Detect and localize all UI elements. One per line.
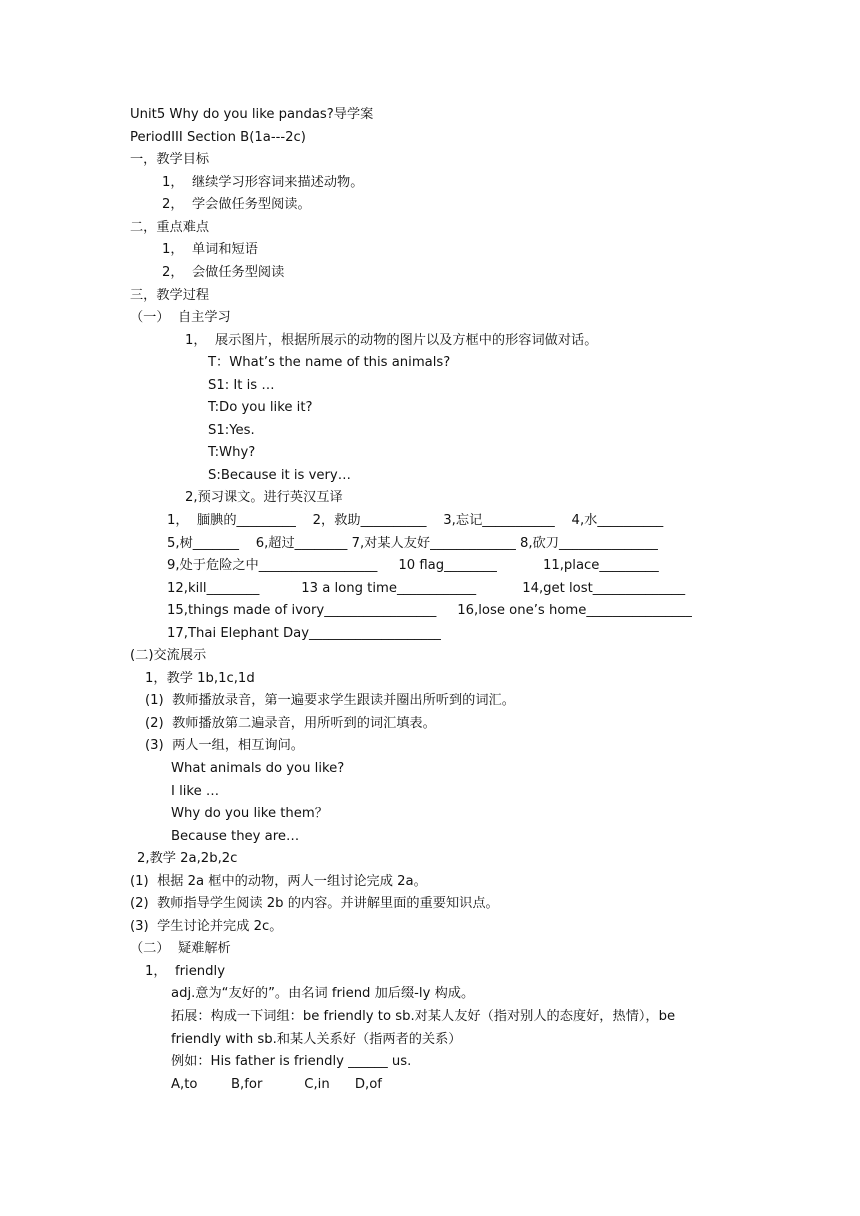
analysis-heading: （二） 疑难解析 bbox=[130, 941, 231, 956]
teach1-item: (3) 两人一组，相互询问。 bbox=[145, 738, 304, 753]
teach2-item: (2) 教师指导学生阅读 2b 的内容。并讲解里面的重要知识点。 bbox=[130, 896, 499, 911]
teach2-item: (1) 根据 2a 框中的动物，两人一组讨论完成 2a。 bbox=[130, 874, 427, 889]
translate-row: 15,things made of ivory_________________ 16,lose one’s home________________ bbox=[167, 603, 692, 618]
dialog-line: S1:Yes. bbox=[208, 423, 255, 438]
period-line: PeriodIII Section B(1a---2c) bbox=[130, 130, 306, 145]
translate-row: 5,树_______ 6,超过________ 7,对某人友好_____________ 8,砍刀_______________ bbox=[167, 536, 658, 551]
doc-title: Unit5 Why do you like pandas?导学案 bbox=[130, 107, 374, 122]
dialog-line: T:Do you like it? bbox=[208, 400, 313, 415]
goal-item: 1， 继续学习形容词来描述动物。 bbox=[162, 175, 364, 190]
answer-options: A,to B,for C,in D,of bbox=[171, 1077, 382, 1092]
dialog-line: S:Because it is very… bbox=[208, 468, 351, 483]
teach2-item: (3) 学生讨论并完成 2c。 bbox=[130, 919, 283, 934]
teach1-line: 1，教学 1b,1c,1d bbox=[145, 671, 255, 686]
analysis-line: 例如：His father is friendly ______ us. bbox=[171, 1054, 412, 1069]
analysis-line: friendly with sb.和某人关系好（指两者的关系） bbox=[171, 1032, 462, 1047]
dialog-line: T：What’s the name of this animals? bbox=[208, 355, 451, 370]
translate-row: 1， 腼腆的_________ 2，救助__________ 3,忘记___________ 4,水__________ bbox=[167, 513, 664, 528]
analysis-line: adj.意为“友好的”。由名词 friend 加后缀-ly 构成。 bbox=[171, 986, 475, 1001]
teach2-line: 2,教学 2a,2b,2c bbox=[137, 851, 238, 866]
goal-item: 2， 学会做任务型阅读。 bbox=[162, 197, 311, 212]
exchange-heading: (二)交流展示 bbox=[130, 648, 207, 663]
keypoint-item: 2， 会做任务型阅读 bbox=[162, 265, 285, 280]
pair-dialog-line: I like … bbox=[171, 784, 220, 799]
process-heading: 三，教学过程 bbox=[130, 288, 210, 303]
self-study-heading: （一） 自主学习 bbox=[130, 310, 231, 325]
dialog-line: S1: It is … bbox=[208, 378, 275, 393]
teach1-item: (1) 教师播放录音，第一遍要求学生跟读并圈出所听到的词汇。 bbox=[145, 693, 515, 708]
analysis-line: 拓展：构成一下词组：be friendly to sb.对某人友好（指对别人的态度好，热情），be bbox=[171, 1009, 676, 1024]
self-study-step2: 2,预习课文。进行英汉互译 bbox=[185, 490, 343, 505]
translate-row: 9,处于危险之中__________________ 10 flag________ 11,place_________ bbox=[167, 558, 659, 573]
goals-heading: 一，教学目标 bbox=[130, 152, 210, 167]
translate-row: 12,kill________ 13 a long time____________ 14,get lost______________ bbox=[167, 581, 686, 596]
keypoint-item: 1， 单词和短语 bbox=[162, 242, 258, 257]
self-study-step1: 1， 展示图片，根据所展示的动物的图片以及方框中的形容词做对话。 bbox=[185, 333, 598, 348]
analysis-word: 1， friendly bbox=[145, 964, 226, 979]
teach1-item: (2) 教师播放第二遍录音，用所听到的词汇填表。 bbox=[145, 716, 436, 731]
keypoints-heading: 二，重点难点 bbox=[130, 220, 210, 235]
pair-dialog-line: Why do you like them？ bbox=[171, 806, 328, 821]
pair-dialog-line: Because they are… bbox=[171, 829, 300, 844]
dialog-line: T:Why? bbox=[208, 445, 256, 460]
pair-dialog-line: What animals do you like? bbox=[171, 761, 345, 776]
translate-row: 17,Thai Elephant Day____________________ bbox=[167, 626, 441, 641]
